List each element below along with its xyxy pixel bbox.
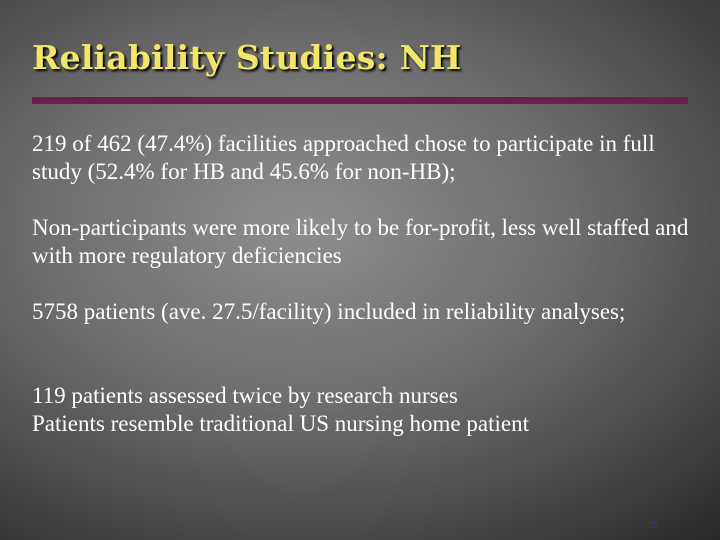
body-paragraph-assessed-twice — [32, 382, 692, 438]
slide-number: 25 — [648, 520, 660, 531]
slide-title: Reliability Studies: NH — [32, 38, 462, 77]
body-paragraph-participation: 219 of 462 (47.4%) facilities approached chose to participate in full study (52.4% for HB and 45.6% for non-HB); — [32, 131, 655, 184]
body-line-resemble: Patients resemble traditional US nursing home patient — [32, 411, 529, 436]
body-paragraph-patients-included: 5758 patients (ave. 27.5/facility) included in reliability analyses; — [32, 299, 626, 324]
body-line-assessed: 119 patients assessed twice by research nurses — [32, 383, 458, 408]
body-paragraph-non-participants: Non-participants were more likely to be for-profit, less well staffed and with more regulatory deficiencies — [32, 215, 689, 268]
title-divider — [32, 97, 688, 104]
